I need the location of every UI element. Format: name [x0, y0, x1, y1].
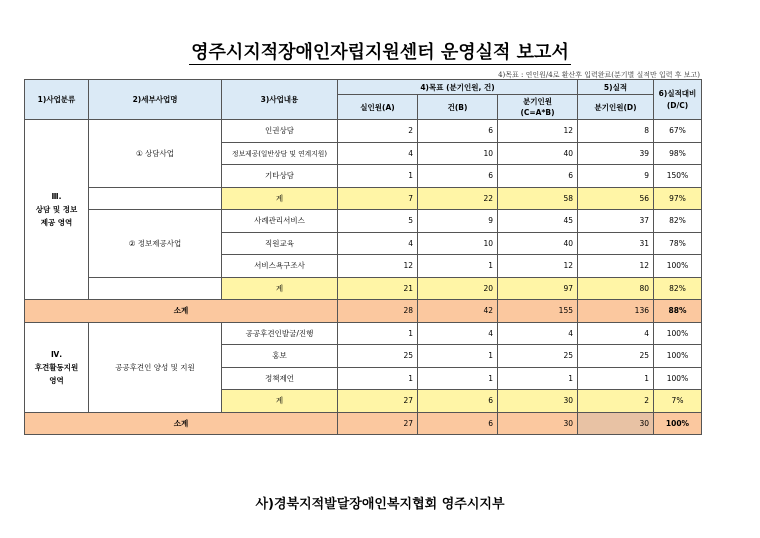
value-c: 12: [498, 255, 578, 278]
value-a: 1: [338, 165, 418, 188]
target-note: 4)목표 : 연인원/4로 환산후 입력완료(분기별 실적만 입력 후 보고): [498, 71, 700, 79]
value-ratio: 100%: [654, 322, 702, 345]
value-a: 7: [338, 187, 418, 210]
total-label: 소계: [25, 300, 338, 323]
value-b: 6: [418, 390, 498, 413]
value-b: 22: [418, 187, 498, 210]
table-row: [25, 322, 702, 345]
header-c-label: 분기인원: [523, 97, 552, 106]
value-d: 12: [578, 255, 654, 278]
value-d: 4: [578, 322, 654, 345]
value-d: 37: [578, 210, 654, 233]
program-cell: ① 상담사업: [89, 120, 222, 188]
value-c: 6: [498, 165, 578, 188]
value-a: 27: [338, 412, 418, 435]
value-c: 25: [498, 345, 578, 368]
blank-cell: [89, 277, 222, 300]
header-content: 3)사업내용: [222, 80, 338, 120]
value-a: 12: [338, 255, 418, 278]
report-title-text: 영주시지적장애인자립지원센터 운영실적 보고서: [191, 42, 569, 63]
item-cell: 사례관리서비스: [222, 210, 338, 233]
subtotal-row: [25, 277, 702, 300]
value-c: 45: [498, 210, 578, 233]
total-label: 소계: [25, 412, 338, 435]
category-cell: Ⅳ. 후견활동지원 영역: [25, 322, 89, 412]
item-cell: 서비스욕구조사: [222, 255, 338, 278]
header-c-formula: (C=A*B): [520, 108, 555, 117]
item-cell: 정책제언: [222, 367, 338, 390]
item-cell: 공공후견인발굴/진행: [222, 322, 338, 345]
value-d: 31: [578, 232, 654, 255]
value-b: 6: [418, 412, 498, 435]
value-d: 8: [578, 120, 654, 143]
header-target: 4)목표 (분기인원, 건): [338, 80, 578, 95]
value-a: 28: [338, 300, 418, 323]
item-cell: 기타상담: [222, 165, 338, 188]
header-b: 건(B): [418, 95, 498, 120]
performance-table: [24, 79, 702, 435]
value-ratio: 100%: [654, 255, 702, 278]
value-a: 4: [338, 232, 418, 255]
value-a: 21: [338, 277, 418, 300]
header-ratio: [654, 80, 702, 120]
value-c: 155: [498, 300, 578, 323]
subtotal-label: 계: [222, 187, 338, 210]
value-ratio: 98%: [654, 142, 702, 165]
value-b: 9: [418, 210, 498, 233]
item-cell: 홍보: [222, 345, 338, 368]
value-a: 5: [338, 210, 418, 233]
table-row: [25, 210, 702, 233]
subtotal-label: 계: [222, 390, 338, 413]
value-ratio: 88%: [654, 300, 702, 323]
value-c: 4: [498, 322, 578, 345]
subtotal-label: 계: [222, 277, 338, 300]
value-d: 56: [578, 187, 654, 210]
value-d: 25: [578, 345, 654, 368]
value-a: 25: [338, 345, 418, 368]
value-ratio: 100%: [654, 367, 702, 390]
value-c: 12: [498, 120, 578, 143]
header-a: 실인원(A): [338, 95, 418, 120]
value-a: 2: [338, 120, 418, 143]
program-cell: ② 정보제공사업: [89, 210, 222, 278]
value-b: 10: [418, 142, 498, 165]
item-cell: 직원교육: [222, 232, 338, 255]
value-d: 136: [578, 300, 654, 323]
value-b: 6: [418, 120, 498, 143]
value-c: 58: [498, 187, 578, 210]
header-ratio-label: 6)실적대비: [658, 88, 697, 98]
header-c: [498, 95, 578, 120]
value-c: 30: [498, 390, 578, 413]
header-d: 분기인원(D): [578, 95, 654, 120]
value-ratio: 78%: [654, 232, 702, 255]
blank-cell: [89, 187, 222, 210]
value-b: 10: [418, 232, 498, 255]
value-b: 1: [418, 345, 498, 368]
program-cell: 공공후견인 양성 및 지원: [89, 322, 222, 412]
header-category: 1)사업분류: [25, 80, 89, 120]
value-c: 40: [498, 232, 578, 255]
value-a: 1: [338, 322, 418, 345]
value-b: 20: [418, 277, 498, 300]
value-ratio: 97%: [654, 187, 702, 210]
value-d: 1: [578, 367, 654, 390]
value-b: 42: [418, 300, 498, 323]
value-c: 40: [498, 142, 578, 165]
value-d: 39: [578, 142, 654, 165]
value-ratio: 7%: [654, 390, 702, 413]
value-d: 30: [578, 412, 654, 435]
total-row: [25, 412, 702, 435]
header-actual: 5)실적: [578, 80, 654, 95]
total-row: [25, 300, 702, 323]
item-cell: 인권상담: [222, 120, 338, 143]
report-title: [0, 38, 760, 64]
value-ratio: 100%: [654, 345, 702, 368]
subtotal-row: [25, 187, 702, 210]
value-ratio: 150%: [654, 165, 702, 188]
value-c: 30: [498, 412, 578, 435]
item-cell: 정보제공(일반상담 및 연계지원): [222, 142, 338, 165]
value-b: 6: [418, 165, 498, 188]
value-d: 9: [578, 165, 654, 188]
value-d: 2: [578, 390, 654, 413]
value-ratio: 82%: [654, 210, 702, 233]
value-ratio: 67%: [654, 120, 702, 143]
value-c: 97: [498, 277, 578, 300]
organization-footer: 사)경북지적발달장애인복지협회 영주시지부: [255, 497, 505, 512]
value-ratio: 82%: [654, 277, 702, 300]
category-cell: Ⅲ. 상담 및 정보 제공 영역: [25, 120, 89, 300]
value-b: 4: [418, 322, 498, 345]
value-ratio: 100%: [654, 412, 702, 435]
value-c: 1: [498, 367, 578, 390]
header-ratio-sub: (D/C): [666, 100, 689, 110]
value-a: 4: [338, 142, 418, 165]
value-b: 1: [418, 367, 498, 390]
value-d: 80: [578, 277, 654, 300]
header-program: 2)세부사업명: [89, 80, 222, 120]
value-b: 1: [418, 255, 498, 278]
table-row: [25, 120, 702, 143]
value-a: 1: [338, 367, 418, 390]
value-a: 27: [338, 390, 418, 413]
